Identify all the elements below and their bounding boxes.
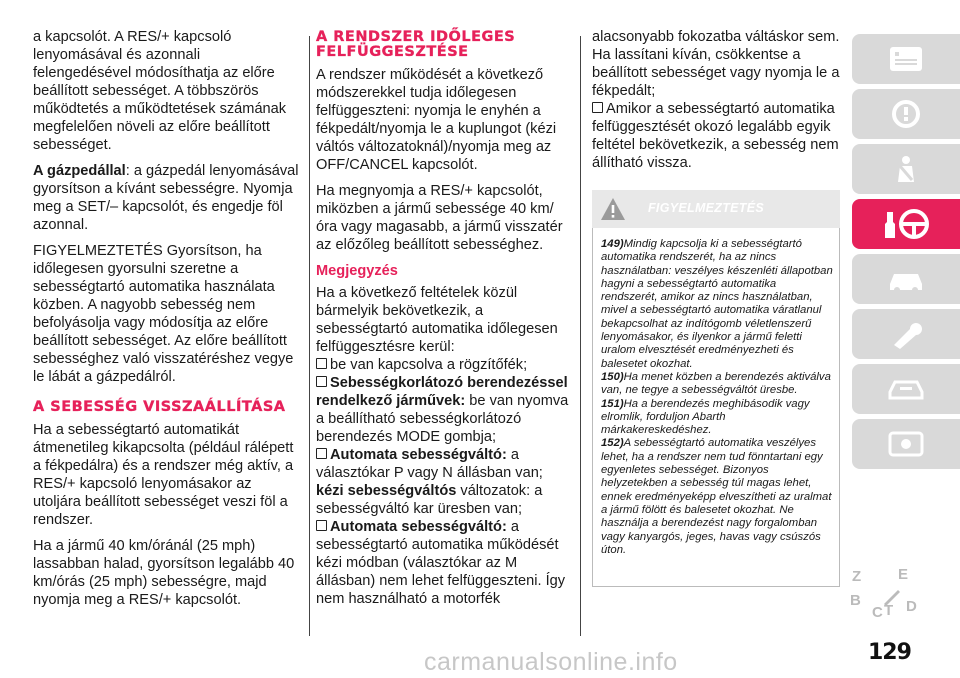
bullet-item — [316, 518, 571, 608]
index-letter: D — [906, 598, 917, 615]
car-info-icon — [886, 44, 926, 74]
bullet-text: a sebességtartó automatika működését kézi módban (választókar az M állásban) nem lehet felfüggeszteni. Így nem használható a motorfék — [316, 519, 566, 607]
seatbelt-icon — [886, 154, 926, 184]
bullet-item — [316, 374, 571, 446]
car-tools-icon — [886, 264, 926, 294]
bullet-text: be van kapcsolva a rögzítőfék; — [330, 357, 528, 373]
section-heading-suspend: A RENDSZER IDŐLEGES FELFÜGGESZTÉSE — [316, 29, 516, 60]
warning-item — [601, 371, 833, 398]
warning-box — [592, 190, 840, 587]
bold-term: Automata sebességváltó: — [330, 519, 507, 535]
warning-item — [601, 398, 833, 438]
bullet-text: a választókar P vagy N állásban van; — [316, 447, 543, 481]
warning-number: 152) — [601, 437, 624, 450]
paragraph: Ha megnyomja a RES/+ kapcsolót, miközben a jármű sebessége 40 km/óra vagy magasabb, a jármű visszatér az előzőleg beállított sebességhez. — [316, 183, 563, 253]
square-bullet-icon — [316, 520, 327, 531]
bullet-item — [316, 446, 571, 518]
tab-maintenance[interactable] — [852, 309, 960, 359]
paragraph: FIGYELMEZTETÉS Gyorsítson, ha időlegesen gyorsulni szeretne a sebességtartó automatika használata közben. A nagyobb sebesség nem befolyásolja vagy módosítja az előre beállított sebességet. Az előre beállított sebességhez való visszatéréshez vegye le lábát a gázpedálról. — [33, 243, 294, 385]
watermark: carmanualsonline.info — [424, 648, 678, 676]
bold-term: kézi sebességváltós — [316, 483, 457, 499]
section-heading-restore: A SEBESSÉG VISSZAÁLLÍTÁSA — [33, 399, 286, 415]
paragraph-text: : a gázpedál lenyomásával gyorsítson a kívánt sebességre. Nyomja meg a SET/– kapcsolót, és engedje föl azonnal. — [33, 163, 299, 233]
warning-number: 149) — [601, 238, 624, 250]
square-bullet-icon — [316, 448, 327, 459]
warning-number: 151) — [601, 397, 624, 410]
warning-item — [601, 238, 833, 371]
square-bullet-icon — [592, 102, 603, 113]
warning-header — [592, 190, 840, 228]
bold-term: Sebességkorlátozó berendezéssel rendelkező járművek: — [316, 375, 568, 409]
index-letters — [850, 566, 930, 626]
paragraph: a kapcsolót. A RES/+ kapcsoló lenyomásával és azonnali felengedésével módosíthatja az előre beállított sebességet. A többszörös működtetés a működtetések számának megfelelően növeli az előre beállított sebességet. — [33, 29, 287, 153]
paragraph: Ha a jármű 40 km/óránál (25 mph) lassabban halad, gyorsítson legalább 40 km/órás (25 mph) sebességre, majd nyomja meg a RES/+ kapcsolót. — [33, 538, 295, 608]
index-letter: Z — [852, 568, 862, 585]
warning-text: Mindig kapcsolja ki a sebességtartó automatika rendszerét, ha az nincs használatban: veszélyes készenléti állapotban hagyni a sebességtartó automatika rendszerét, amikor az nincs használatban, mivel a sebességtartó automatika váratlanul bekapcsolhat az indítógomb véletlenszerű lenyomásakor, és ilyenkor a jármű feletti uralom elvesztését eredményezheti és balesetet okozhat. — [601, 238, 833, 370]
warning-title: FIGYELMEZTETÉS — [648, 201, 765, 215]
page-number: 129 — [868, 640, 911, 665]
column-right — [592, 28, 842, 587]
tab-seatbelt[interactable] — [852, 144, 960, 194]
warning-text: Ha a berendezés meghibásodik vagy elromlik, forduljon Abarth márkakereskedéshez. — [601, 397, 810, 437]
bullet-item — [316, 356, 571, 374]
paragraph: Ha a sebességtartó automatikát átmenetileg kikapcsolta (például rálépett a fékpedálra) és a rendszer még aktív, a RES/+ kapcsoló lenyomásakor az utoljára beállított sebességet veszi föl a rendszer. — [33, 422, 294, 528]
tab-warning-lights[interactable] — [852, 89, 960, 139]
column-divider — [309, 36, 310, 636]
column-left — [33, 28, 299, 617]
warning-body — [592, 228, 840, 587]
paragraph: A rendszer működését a következő módszerekkel tudja időlegesen felfüggeszteni: nyomja le enyhén a fékpedált/nyomja le a kuplungot (kézi váltós változatoknál)/nyomja meg az OFF/CANCEL kapcsolót. — [316, 67, 557, 173]
bullet-item — [592, 100, 842, 172]
column-divider — [580, 36, 581, 636]
warning-triangle-icon — [600, 197, 626, 221]
warning-text: Ha menet közben a berendezés aktiválva van, ne tegye a sebességváltót üresbe. — [601, 370, 831, 397]
paragraph: alacsonyabb fokozatba váltáskor sem. Ha lassítani kíván, csökkentse a beállított sebességet vagy nyomja le a fékpedált; — [592, 29, 840, 99]
warning-lights-icon — [886, 99, 926, 129]
paragraph: Ha a következő feltételek közül bármelyik bekövetkezik, a sebességtartó automatika időlegesen felfüggesztésre kerül: — [316, 285, 558, 355]
warning-number: 150) — [601, 370, 624, 383]
car-spec-icon — [886, 374, 926, 404]
index-letter: E — [898, 566, 909, 583]
column-middle — [316, 28, 571, 608]
note-heading: Megjegyzés — [316, 263, 398, 279]
square-bullet-icon — [316, 376, 327, 387]
warning-item — [601, 437, 833, 557]
tab-car-info[interactable] — [852, 34, 960, 84]
paragraph — [33, 162, 299, 234]
square-bullet-icon — [316, 358, 327, 369]
wrench-icon — [886, 319, 926, 349]
index-letter: B — [850, 592, 861, 609]
bullet-text: változatok: a sebességváltó kar üresben van; — [316, 483, 543, 517]
key-steering-wheel-icon — [882, 208, 930, 240]
index-letter: T — [884, 602, 894, 619]
bullet-text: be van nyomva a beállítható sebességkorlátozó berendezés MODE gombja; — [316, 393, 569, 445]
tab-technical-data[interactable] — [852, 364, 960, 414]
bold-term: Automata sebességváltó: — [330, 447, 507, 463]
chapter-tabs — [852, 34, 960, 474]
index-letter: C — [872, 604, 883, 621]
warning-text: A sebességtartó automatika veszélyes lehet, ha a rendszer nem tud fönntartani egy egyenletes sebességet. Bizonyos helyzetekben a sebesség túl magas lehet, ennek eredményeképp elveszítheti az uralmat a jármű fölött és balesetet okozhat. Ne használja a berendezést nagy forgalomban vagy kanyargós, jeges, havas vagy csúszós úton. — [601, 437, 832, 556]
index-pen-icon — [880, 584, 904, 608]
bullet-text: Amikor a sebességtartó automatika felfüggesztését okozó legalább egyik feltétel bekövetkezik, a sebesség nem állítható vissza. — [592, 101, 839, 171]
tab-multimedia[interactable] — [852, 419, 960, 469]
tab-car-tools[interactable] — [852, 254, 960, 304]
tab-starting-driving[interactable] — [852, 199, 960, 249]
multimedia-icon — [886, 429, 926, 459]
bold-term: A gázpedállal — [33, 163, 126, 179]
